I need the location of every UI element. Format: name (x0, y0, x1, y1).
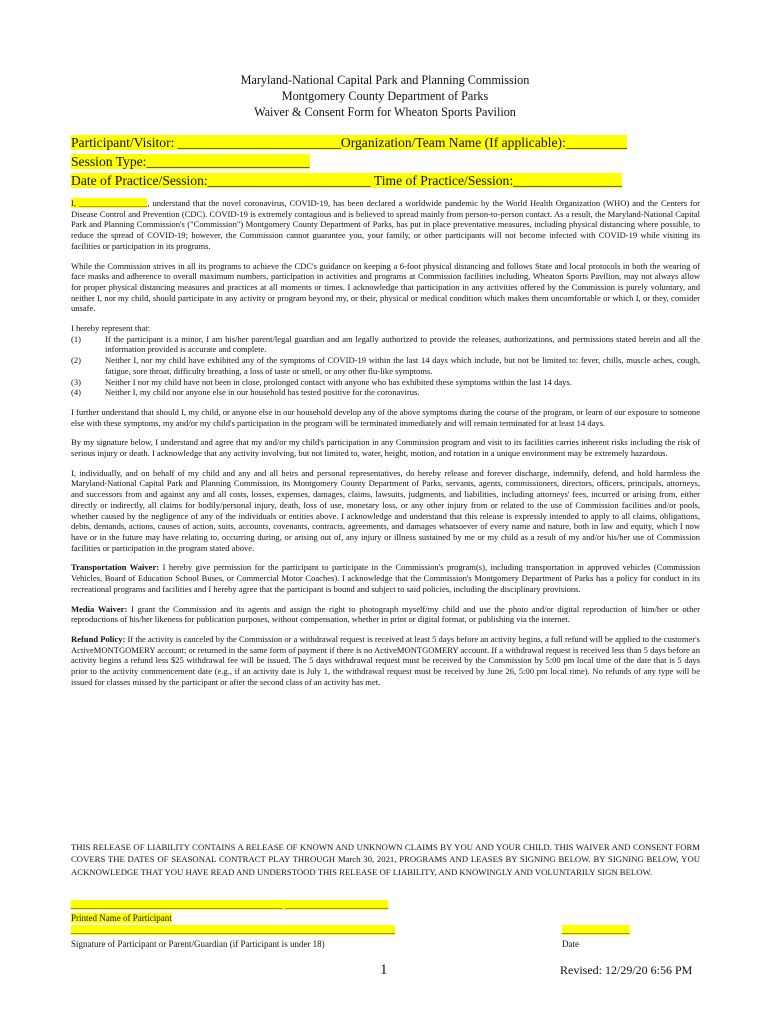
represent-intro: I hereby represent that: (71, 323, 151, 334)
representations-list (71, 334, 700, 398)
media-label: Media Waiver: (71, 603, 128, 614)
waiver-body (71, 198, 700, 696)
date-field[interactable]: _______________ (562, 925, 630, 935)
printed-name-field[interactable]: _______________________________________________ _______________________ (71, 900, 389, 910)
covid-acknowledgement (71, 198, 700, 252)
list-number: (4) (71, 387, 81, 398)
transportation-text: I hereby give permission for the participant to participate in the Commission's program(s), including transportation in approved vehicles (Commission Vehicles, Board of Education School Buses, or Commercial Motor Coaches). I acknowledge that the Commission's Montgomery Department of Parks has a policy for conduct in its recreational programs and facilities and I hereby agree that the participant is bound and subject to said policies, including the disciplinary provisions. (71, 562, 700, 594)
covid-text: , understand that the novel coronavirus, COVID-19, has been declared a worldwide pandemic by the World Health Organization (WHO) and the Centers for Disease Control and Prevention (CDC). COVID-19 is extremely contagious and is believed to spread mainly from person-to-person contact. As a result, the Maryland-National Capital Park and Planning Commission's ("Commission") Montgomery County Department of Parks, has put in place preventative measures, including physical distancing where possible, to reduce the spread of COVID-19; however, the Commission cannot guarantee you, your family, or other participants will not become infected with COVID-19 while visiting its facilities or participation in its programs. (71, 198, 700, 251)
printed-name-label-row (71, 913, 172, 924)
list-item (71, 355, 700, 376)
commission-name: Maryland-National Capital Park and Planning Commission (240, 73, 530, 87)
transportation-label: Transportation Waiver: (71, 562, 160, 573)
printed-name-line[interactable] (71, 900, 388, 911)
list-number: (1) (71, 333, 81, 344)
revised-date: Revised: 12/29/20 6:56 PM (560, 963, 693, 977)
list-text: Neither I, nor my child have exhibited any of the symptoms of COVID-19 within the last 14 days which include, but not be limited to: fever, chills, muscle aches, cough, fatigue, sore throat, difficulty breathing, a loss of taste or smell, or any other flu-like symptoms. (105, 355, 700, 376)
media-text: I grant the Commission and its agents and assign the right to photograph myself/my child and use the photo and/or digital reproduction of him/her or other reproductions of his/her likeness for publication purposes, without compensation, whether in print or digital format, or publishing via the internet. (71, 603, 700, 625)
form-title: Waiver & Consent Form for Wheaton Sports Pavilion (254, 105, 516, 119)
list-item (71, 334, 700, 355)
printed-name-label: Printed Name of Participant (71, 913, 172, 923)
signature-label: Signature of Participant or Parent/Guardian (if Participant is under 18) (71, 939, 325, 949)
signature-line[interactable] (71, 925, 395, 936)
refund-policy (71, 634, 700, 688)
date-line[interactable] (562, 925, 630, 936)
list-number: (3) (71, 376, 81, 387)
release-of-liability-notice: THIS RELEASE OF LIABILITY CONTAINS A RELEASE OF KNOWN AND UNKNOWN CLAIMS BY YOU AND YOUR CHILD. THIS WAIVER AND CONSENT FORM COVERS THE DATES OF SEASONAL CONTRACT PLAY THROUGH March 30, 2021, PROGRAMS AND LEASES BY SIGNING BELOW. BY SIGNING BELOW, YOU ACKNOWLEDGE THAT YOU HAVE READ AND UNDERSTOOD THIS RELEASE OF LIABILITY, AND KNOWINGLY AND VOLUNTARILY SIGN BELOW. (71, 842, 700, 877)
list-text: Neither I nor my child have not been in close, prolonged contact with anyone who has exhibited these symptoms within the last 14 days. (105, 376, 572, 387)
release-paragraph: I, individually, and on behalf of my child and any and all heirs and personal representatives, do hereby release and forever discharge, indemnify, defend, and hold harmless the Maryland-National Capital Park and Planning Commission, its Montgomery County Department of Parks, servants, agents, commissioners, directors, officers, principals, attorneys, and successors from and against any and all costs, losses, expenses, damages, claims, lawsuits, judgments, and liabilities, including attorneys' fees, incurred or arising from, either directly or indirectly, all claims for bodily/personal injury, death, loss of use, monetary loss, or any other injury from or related to the use of Commission facilities and/or pools, whether caused by the negligence of any of the individuals or entities above. I acknowledge and understand that this release is expressly intended to apply to all claims, obligations, debts, demands, actions, causes of action, suits, accounts, covenants, contracts, agreements, and damages whatsoever of every name and nature, both in law and equity, which I now have or in the future may have relating to, occurring during, or arising out of, any injury or illness sustained by me or my child as a result of my and/or his/her use of Commission facilities or participation in the program stated above. (71, 467, 700, 553)
refund-label: Refund Policy: (71, 633, 126, 644)
symptoms-paragraph: I further understand that should I, my child, or anyone else in our household develop any of the above symptoms during the course of the program, or learn of our exposure to someone else with these symptoms, my and/or my child's participation in the program will be terminated immediately and will remain terminated for at least 14 days. (71, 406, 700, 428)
signature-field[interactable]: ________________________________________________________________________ (71, 925, 395, 935)
date-time-field[interactable]: Date of Practice/Session:________________________ Time of Practice/Session:________________ (71, 173, 622, 188)
department-name: Montgomery County Department of Parks (281, 89, 489, 103)
distancing-paragraph: While the Commission strives in all its programs to achieve the CDC's guidance on keeping a 6-foot physical distancing and follows State and local protocols in both the wearing of face masks and adherence to overall maximum numbers, participation in activities and programs at Commission facilities including, Wheaton Sports Pavilion, may not always allow for proper physical distancing measures and practices at all moments or times. I acknowledge that participation in any activities offered by the Commission is purely voluntary, and neither I, nor my child, should participate in any activity or program beyond my, or their, physical or medical condition which makes them uncomfortable or which I, or they, consider unsafe. (71, 260, 700, 314)
risk-paragraph: By my signature below, I understand and agree that my and/or my child's participation in any Commission program and visit to its facilities carries inherent risks including the risk of serious injury or death. I acknowledge that any activity involving, but not limited to, water, height, motion, and rotation in a unique environment may be extremely hazardous. (71, 437, 700, 459)
participant-field[interactable]: Participant/Visitor: ________________________Organization/Team Name (If applicable):_________ (71, 135, 627, 150)
name-blank-field[interactable]: I, ________________ (71, 198, 148, 208)
media-waiver (71, 604, 700, 625)
list-item (71, 377, 700, 388)
date-label: Date (562, 939, 579, 949)
list-text: If the participant is a minor, I am his/her parent/legal guardian and am legally authorized to provide the releases, authorizations, and permissions stated herein and all the information provided is accurate and complete. (105, 333, 700, 355)
page-number: 1 (380, 962, 388, 978)
list-text: Neither I, my child nor anyone else in our household has tested positive for the coronavirus. (105, 387, 420, 398)
list-item (71, 387, 700, 398)
session-type-field[interactable]: Session Type:________________________ (71, 154, 310, 169)
refund-text: If the activity is canceled by the Commission or a withdrawal request is received at least 5 days before an activity begins, a full refund will be applied to the customer's ActiveMONTGOMERY account; or returned in the same form of payment if there is no ActiveMONTGOMERY account. If a withdrawal request is received less than 5 days before an activity begins a refund less $25 withdrawal fee will be issued. The 5 days withdrawal request must be received by the Commission by 5:00 pm local time of the date that is 5 days prior to the activity commencement date (e.g., if an activity date is July 1, the withdrawal request must be received by June 26, 5:00 pm local time). No refunds of any type will be issued for classes missed by the participant or after the second class of an activity has met. (71, 633, 700, 687)
list-number: (2) (71, 355, 81, 366)
transportation-waiver (71, 562, 700, 594)
form-fields (71, 133, 627, 190)
form-header (0, 72, 770, 120)
